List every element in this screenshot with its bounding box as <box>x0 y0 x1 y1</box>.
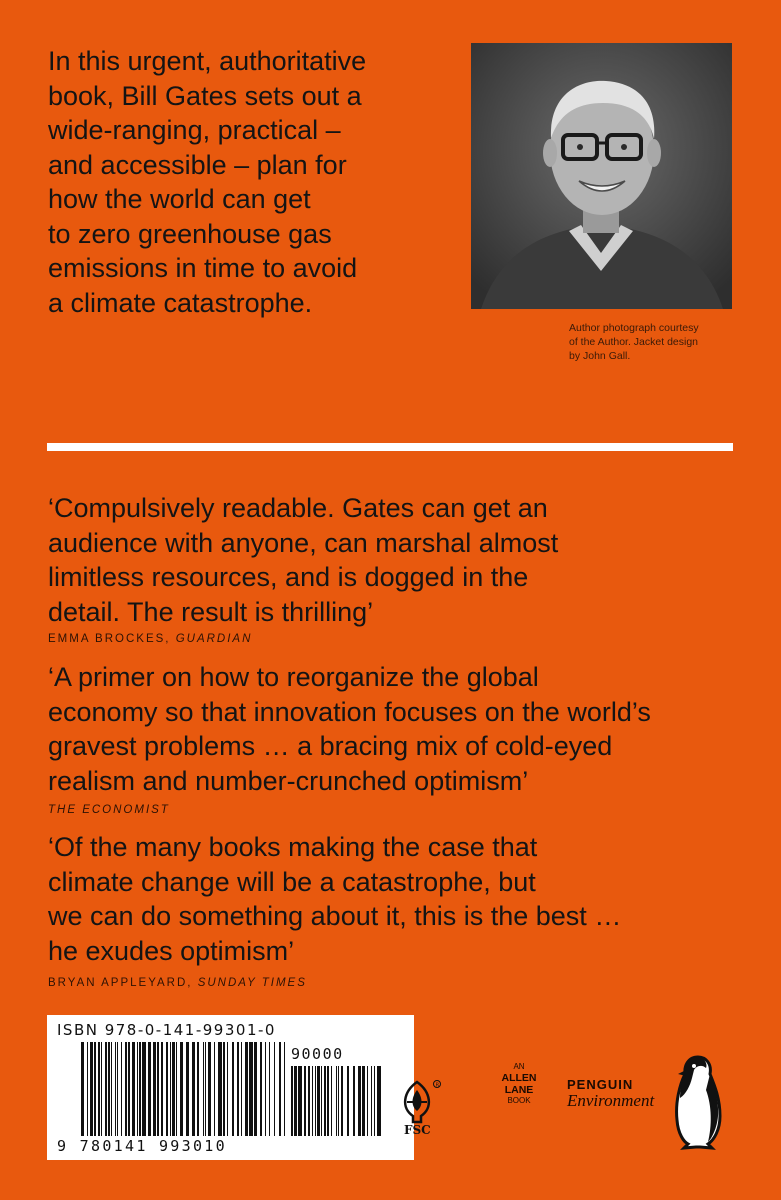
imprint-line: ALLEN <box>501 1072 537 1084</box>
blurb-line: a climate catastrophe. <box>48 287 313 318</box>
quote-line: climate change will be a catastrophe, but <box>48 866 536 897</box>
quote-line: ‘A primer on how to reorganize the global <box>48 662 539 692</box>
imprint-line: BOOK <box>507 1096 531 1105</box>
attribution-author: BRYAN APPLEYARD, <box>48 977 198 989</box>
blurb-line: emissions in time to avoid <box>48 253 358 283</box>
svg-text:R: R <box>435 1082 440 1089</box>
allen-lane-imprint <box>494 1062 544 1106</box>
attribution-source: SUNDAY TIMES <box>197 977 307 989</box>
brand-name: PENGUIN <box>567 1077 634 1092</box>
quote-line: limitless resources, and is dogged in the <box>48 562 529 592</box>
isbn-label: ISBN 978-0-141-99301-0 <box>57 1021 276 1039</box>
imprint-line: LANE <box>504 1084 534 1096</box>
blurb-line: and accessible – plan for <box>48 149 347 180</box>
blurb-line: book, Bill Gates sets out a <box>48 80 362 111</box>
blurb-line: wide-ranging, practical – <box>48 115 341 145</box>
barcode-image <box>81 1042 321 1136</box>
fsc-tree-icon <box>393 1078 443 1136</box>
fsc-label: FSC <box>404 1123 431 1136</box>
quote-line: ‘Of the many books making the case that <box>48 832 538 862</box>
credit-line: of the Author. Jacket design <box>569 336 699 348</box>
review-attribution <box>48 633 252 645</box>
back-cover-blurb <box>48 44 448 320</box>
barcode-label <box>47 1015 440 1160</box>
brand-sub: Environment <box>567 1091 655 1110</box>
publisher-brand <box>567 1077 677 1111</box>
price-barcode-image <box>291 1066 381 1136</box>
quote-line: he exudes optimism’ <box>48 935 295 966</box>
barcode-number: 9 780141 993010 <box>57 1137 227 1155</box>
attribution-author: EMMA BROCKES, <box>48 633 176 645</box>
review-quote <box>48 830 748 968</box>
divider-rule <box>47 443 733 451</box>
blurb-line: In this urgent, authoritative <box>48 46 367 76</box>
review-attribution <box>48 804 170 816</box>
attribution-source: GUARDIAN <box>175 633 253 645</box>
quote-line: audience with anyone, can marshal almost <box>48 527 559 558</box>
photo-credit <box>569 321 759 363</box>
blurb-line: how the world can get <box>48 184 311 214</box>
quote-line: detail. The result is thrilling’ <box>48 596 374 627</box>
quote-line: we can do something about it, this is the best … <box>48 901 622 931</box>
blurb-line: to zero greenhouse gas <box>48 218 332 249</box>
quote-line: economy so that innovation focuses on the world’s <box>48 696 651 727</box>
credit-line: Author photograph courtesy <box>569 322 699 334</box>
author-photo <box>471 43 732 309</box>
credit-line: by John Gall. <box>569 350 631 362</box>
penguin-logo-icon <box>672 1054 724 1150</box>
imprint-line: AN <box>513 1062 525 1071</box>
price-code: 90000 <box>291 1045 344 1063</box>
review-attribution <box>48 977 307 989</box>
quote-line: ‘Compulsively readable. Gates can get an <box>48 493 548 523</box>
review-quote <box>48 491 748 629</box>
review-quote <box>48 660 748 798</box>
quote-line: realism and number-crunched optimism’ <box>48 765 529 796</box>
attribution-source: THE ECONOMIST <box>48 804 170 816</box>
quote-line: gravest problems … a bracing mix of cold-eyed <box>48 731 613 761</box>
